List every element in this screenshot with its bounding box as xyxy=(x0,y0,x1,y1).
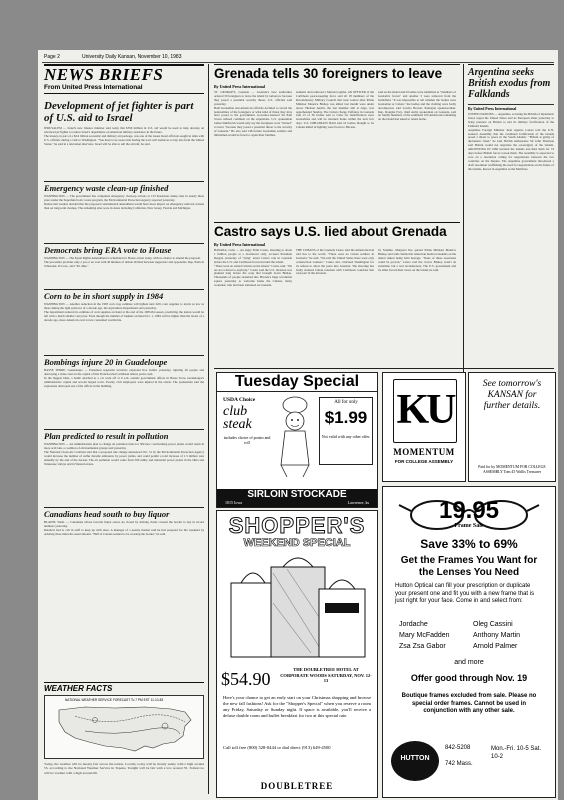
grenada-body: ST. GEORGE'S, Grenada — Grenada's new authorities ordered 30 foreigners to leave the island by tomorrow because they posed a potential security threat, U.S. officials said yesterday. Both Grenadian and American officials declined to reveal the nationalities of the foreigners or what kind of threat they may have posed to the government. Governor-General Sir Paul Scoon refused comment on the expulsions. U.S. spokesman James Smithwick would only say the foreigners were "invited" to leave "because they posed a potential threat to the security of Grenada." He also said 148 former Grenadian soldiers and militiamen would be freed to rejoin their families. students and reoffered a Marxist regime. AN OFFICER of the Caribbean peace-keeping force said all 18 members of the Revolutionary Military Council that took control after Prime Minister Maurice Bishop was killed last month were under arrest. Hudson Austin, the last member still at large, was apprehended Sunday. The Cuban charge d'affaires in Grenada said 15 of 36 bodies sent to Cuba for identification were Grenadians and will be returned home within the next few days. U.S. DIPLOMATS HAD said 16 bodies thought to be Cubans killed in fighting were flown to Havana. said on the island said 6 bodies were identified as "members of Grenada's forces" and another 3 were removed from the battlefield. "It was impossible to tell whether the bodies were Grenadian or Cuban," the bodies and the clothing were badly decomposed, said Loretta Bowen, Pentagon spokeswoman. Rep. Douglas Frey, chief Army spokesman on Grenada, said no family members of the estimated 100 Americans remaining on the island had asked to return home. xyxy=(214,91,456,137)
price-box xyxy=(319,397,373,465)
momentum-ad xyxy=(382,372,466,482)
grenada-byline: By United Press International xyxy=(214,84,265,89)
castro-story xyxy=(214,222,460,369)
story-corn xyxy=(44,292,204,354)
story-headline: Democrats bring ERA vote to House xyxy=(44,244,172,255)
castro-body: HAVANA, Cuba — An angry Fidel Castro, shouting to about 1 million people at a downtown rally, accused President Reagan yesterday of "lying" about Cuba's role in Grenada before the U.S. and Caribbean forces invaded the island. "There were no armed Cubans on the island," Castro said. "We are not a threat to anybody." Castro said the U.S. invasion was planned long before the coup that brought down Bishop. Thousands of people streamed into Havana's huge revolution square yesterday to welcome home the Cubans, many wounded, who had been stationed on Grenada. THE CUBANS of the Grenada Castro said the Americans had told lies to the world. "There were no Cuban soldiers in Grenada," he said. "We told the United States there were only construction workers." Castro also criticized Washington for its refusal to allow the press into Grenada. The shooting has badly strained Cuban relations with Caribbean countries that took part in the invasion. by Sandino. Margaret Ilse quoted Prime Minister Maurice Bishop said with claims that American medical students on the island risked being held hostage. "None of these assertions could be proved," Castro told the crowd. Bishop wasn't an extremist, but a real revolutionary. The U.S. government and its allies forced their views on the island, he said. xyxy=(214,249,456,288)
shoppers-body: Here's your chance to get an early start on your Christmas shopping and browse the new fall fashions! Ask for the "Shopper's Special" when you reserve a room any Friday, Saturday or Sunday night. If space is available, you'll receive a deluxe double room and buffet breakfast for two at this special rate. xyxy=(223,695,371,718)
store-name: SIRLOIN STOCKADE xyxy=(247,489,347,500)
store-city: Lawrence, ks xyxy=(347,500,369,505)
all-for-only-label: All for only xyxy=(334,400,358,405)
hutton-tag: Frame Sale xyxy=(454,523,484,529)
story-headline: Emergency waste clean-up finished xyxy=(44,182,169,193)
story-headline: Development of jet fighter is part of U.S. aid to Israel xyxy=(44,100,194,124)
story-body: WASHINGTON — Another reduction in the 1983 corn crop estimate will tighten next fall's corn supplies to levels as low as those during the tight grain era of a decade ago, the Agriculture Department said yesterday. The department reduced its estimate of corn supplies on hand at the end of the 1983-84 season, predicting the nation would be left with a much smaller carryover. Even though the number of bushels on hand Oct. 1, 1984 will be higher than the levels of a decade ago, more American corn is now consumed worldwide. xyxy=(44,303,204,322)
ads-divider xyxy=(214,368,554,369)
argentina-body: UNITED NATIONS — Argentina, accusing the British of diplomatic fraud, urged the United States and its European allies yesterday to bring pressure on Britain to end its military fortification of the Falkland Islands. Argentine Foreign Minister Juan Aguirre Lanari told the U.N. General Assembly that the continued fortification of the islands posed a threat to peace in the South Atlantic. "Britain is guilty of diplomatic fraud," he said. British ambassador Sir John Thomson said Britain would not negotiate the sovereignty of the islands. ARGENTINA IN 1982 invaded the islands and held them for 74 days before British forces retook them. The assembly is expected to vote on a resolution calling for negotiations between the two countries on the dispute. The Argentine government introduced a draft resolution reaffirming the need for negotiations on the future of the islands, known in Argentina as the Malvinas. xyxy=(468,113,554,171)
column-divider xyxy=(208,64,209,794)
us-map-icon xyxy=(45,696,203,758)
hutton-more: and more xyxy=(454,659,484,666)
price-value: $1.99 xyxy=(324,408,368,427)
shoppers-hotel: THE DOUBLETREE HOTEL AT CORPORATE WOODS SATURDAY, NOV. 12-13 xyxy=(280,667,372,683)
story-headline: Bombings injure 20 in Guadeloupe xyxy=(44,356,168,367)
kansan-details-text xyxy=(469,373,555,418)
brand-name: Mary McFadden xyxy=(399,632,450,639)
newspaper-page xyxy=(38,50,558,800)
castro-byline: By United Press International xyxy=(214,242,265,247)
story-pollution xyxy=(44,432,204,506)
story-body: BLAINE, Wash. — Canadians whose favorite liquor stores are closed by striking clerks crossed the border to buy in record numbers yesterday. Retailers had to call in staff to keep up with sales. A manager of a nearby market said he had prepared for the weekend by ordering three times his usual amount. "Half of Canada seemed to be crossing the border," he said. xyxy=(44,521,204,536)
page-header xyxy=(42,52,554,63)
argentina-headline: Argentina seeks British exodus from Falklands xyxy=(468,67,551,100)
paper-name-date: University Daily Kansan, November 10, 1983 xyxy=(82,54,182,60)
tuesday-special-title: Tuesday Special xyxy=(217,373,377,392)
story-guadeloupe xyxy=(44,358,204,428)
brand-name: Arnold Palmer xyxy=(473,643,518,650)
brand-name: Jordache xyxy=(399,621,428,628)
argentina-byline: By United Press International xyxy=(468,104,554,111)
weather-title: WEATHER FACTS xyxy=(44,684,113,693)
chef-mascot-icon xyxy=(273,395,317,479)
shoppers-title-2: WEEKEND SPECIAL xyxy=(243,537,351,549)
brand-name: Zsa Zsa Gabor xyxy=(399,643,446,650)
column-divider-right xyxy=(463,64,464,374)
hutton-price: 19.95 xyxy=(438,497,500,524)
hutton-store: HUTTON xyxy=(400,755,430,762)
story-body: WASHINGTON — The Equal Rights Amendment is scheduled for House action today, with no chance to amend the proposal. The procedure provides only a yes or no vote with 40 minutes of debate divided between supporters and opponents. Rep. Patricia Schroeder, D-Colo., said "It's time." xyxy=(44,257,204,268)
not-valid-note: Not valid with any other offer. xyxy=(321,434,371,439)
hutton-headline: Get the Frames You Want for the Lenses You Need xyxy=(400,555,538,578)
hutton-save: Save 33% to 69% xyxy=(420,537,518,551)
news-briefs-section xyxy=(44,64,204,94)
shopping-bags-illustration xyxy=(221,553,373,661)
hutton-body: Hutton Optical can fill your prescription or duplicate your present one and fit you with a new frame that is just right for your face. Come in and select from: xyxy=(395,583,535,604)
hutton-store-block xyxy=(391,735,547,787)
argentina-story xyxy=(468,64,554,353)
includes-label: includes choice of potato and roll xyxy=(223,435,271,445)
momentum-title: MOMENTUM xyxy=(393,447,455,457)
weather-map-title: NATIONAL WEATHER SERVICE FORECAST To 7 PM EST 11-10-83 xyxy=(65,698,164,702)
kansan-line-2: KANSAN for xyxy=(487,390,537,400)
news-briefs-subtitle: From United Press International xyxy=(44,84,204,94)
story-headline: Corn to be in short supply in 1984 xyxy=(44,290,164,301)
sirloin-stockade-bar xyxy=(217,489,377,507)
hutton-optical-ad xyxy=(382,486,556,798)
story-era-vote xyxy=(44,246,204,288)
usda-choice-label: USDA Choice xyxy=(223,397,256,403)
frame-brands-list xyxy=(399,621,547,650)
brand-name: Anthony Martin xyxy=(473,632,521,639)
story-canadians-liquor xyxy=(44,510,204,562)
kansan-line-1: See tomorrow's xyxy=(482,379,542,389)
news-briefs-stories xyxy=(44,98,204,678)
ku-logo-box xyxy=(393,379,457,443)
weather-section xyxy=(44,682,204,797)
page-number: Page 2 xyxy=(44,54,60,60)
weather-forecast: Today, the weather will be mostly fair across the nation. Locally, today will be mostly sunny with a high around 55, according to the National Weather Service in Topeka. Tonight will be fair with a low around 35. Tomorrow will be warmer with a high around 60. xyxy=(44,762,204,775)
shoppers-price: $54.90 xyxy=(221,669,271,689)
kansan-paid-by: Paid for by MOMENTUM FOR COLLEGE ASSEMBLY Tom 45 Wallis Treasurer xyxy=(478,465,546,474)
grenada-headline: Grenada tells 30 foreigners to leave xyxy=(214,66,443,81)
shoppers-phone: Call toll free (800) 528-0444 or dial direct (913) 649-4500 xyxy=(223,745,331,750)
shoppers-weekend-ad xyxy=(216,510,378,798)
story-body: BASSE TERRE, Guadeloupe — Presumed separatist terrorists exploded five bombs yesterday, injuring 20 people and destroying a video store in the capital of this French-ruled Caribbean island, police said. In the biggest blast, a bomb attached to a car went off at 9 a.m. outside government offices in Basse Terre, Guadeloupe's administrative capital and second largest town. Twenty civil employees were injured in the attack. The spokesman said the explosions destroyed one of the offices in the building. xyxy=(44,369,204,388)
momentum-sub: FOR COLLEGE ASSEMBLY xyxy=(394,459,454,464)
hutton-boutique: Boutique frames excluded from sale. Please no special order frames. Cannot be used in conjunction with any other sale. xyxy=(401,693,537,714)
kansan-details-ad xyxy=(468,372,556,482)
hutton-address: 742 Mass. xyxy=(445,761,473,767)
story-body: WASHINGTON — The government has completed emergency clean-up actions at 133 hazardous dump sites in nearly three years under the Superfund toxic waste program, the Environmental Protection Agency reported yesterday. Democratic leaders decided that the proposed constitutional amendment would have more impact on emergency removal actions than on long-term cleanup. The remaining sites were in states including California, New Jersey, Florida and Michigan. xyxy=(44,195,204,210)
ku-logo: KU xyxy=(396,387,454,433)
story-waste-cleanup xyxy=(44,184,204,242)
tuesday-special-ad xyxy=(216,372,378,508)
kansan-line-3: further details. xyxy=(483,401,541,411)
story-jet-fighter xyxy=(44,100,204,179)
doubletree-logo: DOUBLETREE xyxy=(260,781,334,791)
club-steak-label: club steak xyxy=(223,404,252,432)
weather-map xyxy=(44,695,204,759)
story-body: JERUSALEM — Israel's new finance minister said today that $550 million in U.S. aid would be used to help develop an advanced jet fighter to reduce Israel's dependence on American military assistance in the future. The money, in part of a $2.6 billion economic and military aid package, was one of the issues Israel officials sought in talks with U.S. officials during a visit to Washington. "You have to be aware that having the Lavi will enable us to buy less from the United States," he said in a television interview. Israel will be able to sell the aircraft, he said. xyxy=(44,127,204,146)
shoppers-title: SHOPPER'S xyxy=(228,513,366,538)
hutton-phone: 842-5208 xyxy=(445,745,471,751)
brand-name: Oleg Cassini xyxy=(473,621,513,628)
story-headline: Plan predicted to result in pollution xyxy=(44,430,169,441)
story-body: WASHINGTON — An administration plan to change air pollution rules for 500 new coal-burning power plants would result in more acid rain, a coalition of environmental groups said yesterday. The National Clean Air Coalition said that a proposed rule change announced Oct. 31 by the Environmental Protection Agency would increase the number of sulfur dioxide emissions by power plants, and could permit a total increase of 1.5 million tons annually by the end of the decade. The air pollution would come from 500 utility and industrial power plants in the Ohio and Tennessee valleys and in Western states. xyxy=(44,443,204,466)
castro-headline: Castro says U.S. lied about Grenada xyxy=(214,224,447,239)
store-address: 1015 Iowa xyxy=(225,500,242,505)
hutton-hours: Mon.-Fri. 10-5 Sat. 10-2 xyxy=(491,746,542,760)
story-headline: Canadians head south to buy liquor xyxy=(44,508,170,519)
hutton-offer: Offer good through Nov. 19 xyxy=(410,673,528,683)
news-briefs-title: NEWS BRIEFS xyxy=(44,64,204,84)
grenada-story xyxy=(214,64,460,231)
